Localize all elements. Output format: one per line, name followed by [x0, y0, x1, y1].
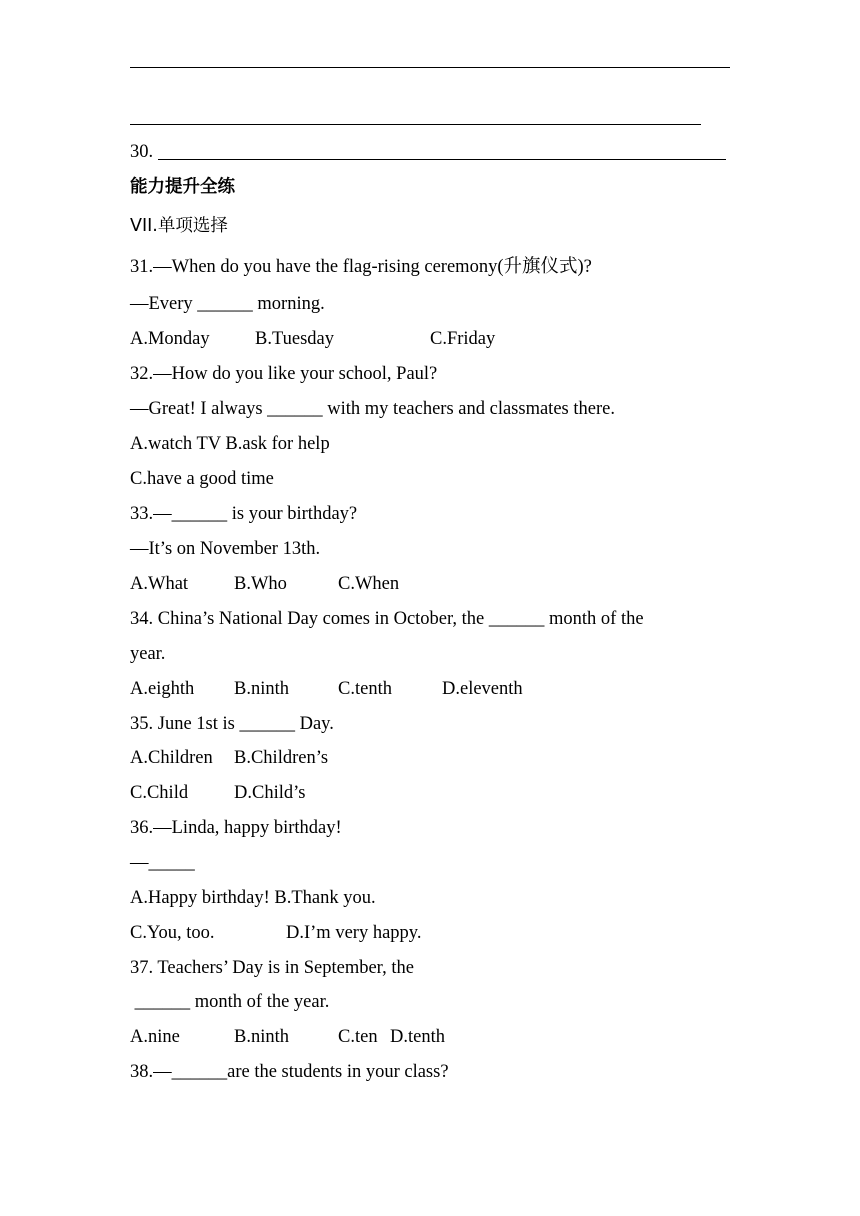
q30-label: 30. — [130, 142, 154, 162]
q32-options-line2: C.have a good time — [130, 469, 274, 489]
q37-option-a: A.nine — [130, 1027, 180, 1047]
q36-option-c: C.You, too. — [130, 923, 215, 943]
q37-option-b: B.ninth — [234, 1027, 289, 1047]
q35-option-b: B.Children’s — [234, 748, 329, 768]
q37-option-c: C.ten — [338, 1027, 378, 1047]
q36-option-d: D.I’m very happy. — [286, 923, 422, 943]
q33-option-b: B.Who — [234, 574, 287, 594]
q37-stem-line2: ______ month of the year. — [130, 992, 330, 1012]
q32-reply: —Great! I always ______ with my teachers and classmates there. — [130, 399, 615, 419]
q32-options-line1: A.watch TV B.ask for help — [130, 434, 330, 454]
answer-line-1 — [130, 67, 730, 68]
q33-reply: —It’s on November 13th. — [130, 539, 321, 559]
q31-option-a: A.Monday — [130, 329, 210, 349]
q35-option-d: D.Child’s — [234, 783, 306, 803]
answer-line-2 — [130, 124, 701, 125]
q35-stem: 35. June 1st is ______ Day. — [130, 714, 334, 734]
q31-option-b: B.Tuesday — [255, 329, 334, 349]
q32-stem: 32.—How do you like your school, Paul? — [130, 364, 438, 384]
q35-option-a: A.Children — [130, 748, 213, 768]
q34-stem-line2: year. — [130, 644, 166, 664]
q31-reply: —Every ______ morning. — [130, 294, 325, 314]
q31-stem: 31.—When do you have the flag-rising ceremony(升旗仪式)? — [130, 257, 592, 277]
q36-stem: 36.—Linda, happy birthday! — [130, 818, 342, 838]
q34-stem-line1: 34. China’s National Day comes in October, the ______ month of the — [130, 609, 644, 629]
q37-option-d: D.tenth — [390, 1027, 445, 1047]
q34-option-d: D.eleventh — [442, 679, 523, 699]
q35-option-c: C.Child — [130, 783, 189, 803]
q31-option-c: C.Friday — [430, 329, 496, 349]
answer-line-30 — [158, 159, 726, 160]
q34-option-c: C.tenth — [338, 679, 392, 699]
q33-option-a: A.What — [130, 574, 189, 594]
q37-stem-line1: 37. Teachers’ Day is in September, the — [130, 958, 414, 978]
q36-reply: —_____ — [130, 853, 195, 873]
q34-option-b: B.ninth — [234, 679, 289, 699]
q38-stem: 38.—______are the students in your class? — [130, 1062, 449, 1082]
q34-option-a: A.eighth — [130, 679, 195, 699]
q33-stem: 33.—______ is your birthday? — [130, 504, 358, 524]
q36-options-line1: A.Happy birthday! B.Thank you. — [130, 888, 376, 908]
section-heading: 能力提升全练 — [130, 177, 235, 197]
q33-option-c: C.When — [338, 574, 400, 594]
section-subheading: VII.单项选择 — [130, 216, 228, 236]
